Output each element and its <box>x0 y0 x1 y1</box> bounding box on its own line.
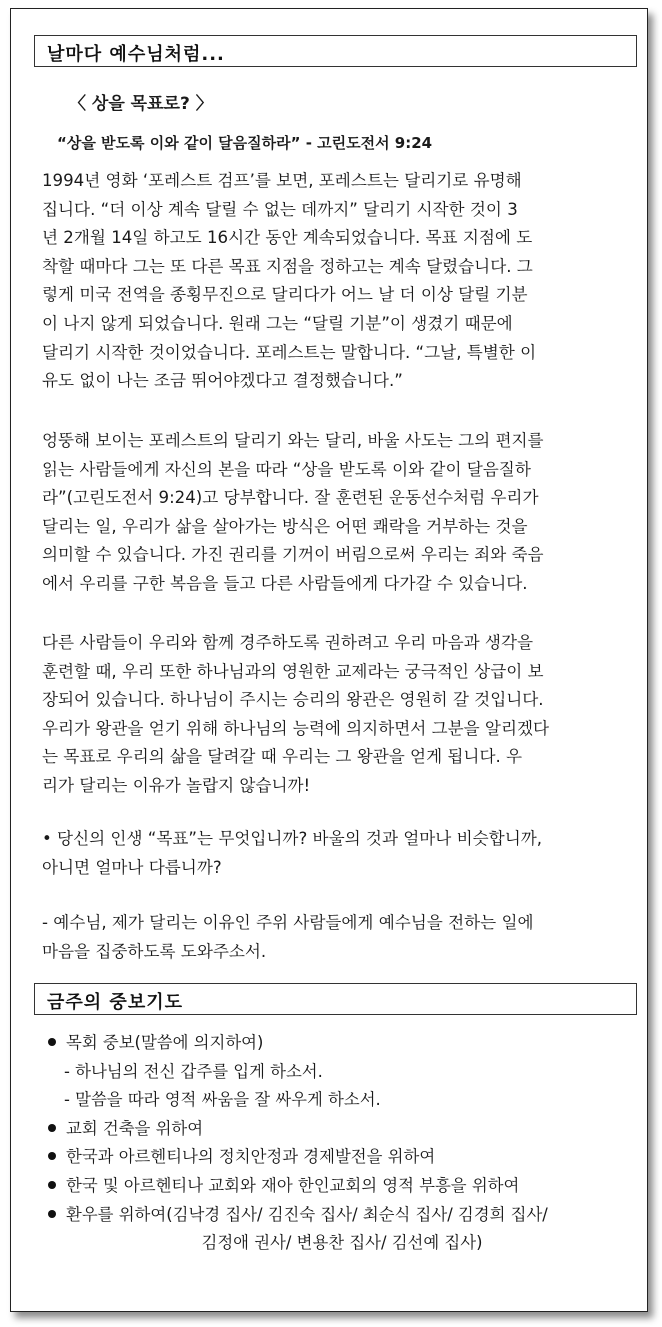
closing-prayer <box>42 909 632 966</box>
section-title: 날마다 예수님처럼... <box>47 44 225 65</box>
section-title: 금주의 중보기도 <box>47 992 183 1013</box>
text-line: - 예수님, 제가 달리는 이유인 주위 사람들에게 예수님을 전하는 일에 <box>42 913 534 932</box>
bulletin-page <box>10 8 648 1312</box>
text-line: 유도 없이 나는 조금 뛰어야겠다고 결정했습니다.” <box>42 371 403 391</box>
list-item: - 하나님의 전신 갑주를 입게 하소서. <box>64 1061 323 1081</box>
list-item-text: 목회 중보(말씀에 의지하여) <box>66 1033 264 1052</box>
text-line: 이 나지 않게 되었습니다. 원래 그는 “달릴 기분”이 생겼기 때문에 <box>42 313 513 333</box>
reflection-question <box>42 825 632 882</box>
text-line: 장되어 있습니다. 하나님이 주시는 승리의 왕관은 영원히 갈 것입니다. <box>42 690 544 710</box>
bullet-icon <box>48 1038 56 1046</box>
paragraph-paul <box>42 427 632 599</box>
bullet-icon <box>48 1210 56 1218</box>
paragraph-crown <box>42 629 632 801</box>
paragraph-forrest-gump <box>42 167 632 396</box>
text-line: • 당신의 인생 “목표”는 무엇입니까? 바울의 것과 얼마나 비슷합니까, <box>42 829 543 848</box>
list-item <box>42 1201 642 1230</box>
text-line: 우리가 왕관을 얻기 위해 하나님의 능력에 의지하면서 그분을 알리겠다 <box>42 718 550 738</box>
bullet-icon <box>48 1181 56 1189</box>
intercession-list <box>42 1029 642 1258</box>
list-item: - 말씀을 따라 영적 싸움을 잘 싸우게 하소서. <box>64 1090 381 1110</box>
text-line: 달리는 일, 우리가 삶을 살아가는 방식은 어떤 쾌락을 거부하는 것을 <box>42 516 528 536</box>
list-item: 김정애 권사/ 변용찬 집사/ 김선예 집사) <box>201 1233 483 1253</box>
text-line: 엉뚱해 보이는 포레스트의 달리기 와는 달리, 바울 사도는 그의 편지를 <box>42 431 544 450</box>
devotion-subtitle: 〈 상을 목표로? 〉 <box>69 94 213 114</box>
text-line: 다른 사람들이 우리와 함께 경주하도록 권하려고 우리 마음과 생각을 <box>42 633 534 652</box>
section-heading-daily <box>34 35 637 67</box>
list-item-text: 환우를 위하여(김낙경 집사/ 김진숙 집사/ 최순식 집사/ 김경희 집사/ <box>66 1204 548 1224</box>
section-heading-intercession <box>34 983 637 1015</box>
text-line: 에서 우리를 구한 복음을 들고 다른 사람들에게 다가갈 수 있습니다. <box>42 573 528 593</box>
text-line: 훈련할 때, 우리 또한 하나님과의 영원한 교제라는 궁극적인 상급이 보 <box>42 661 544 681</box>
text-line: 는 목표로 우리의 삶을 달려갈 때 우리는 그 왕관을 얻게 됩니다. 우 <box>42 747 523 767</box>
text-line: 리가 달리는 이유가 놀랍지 않습니까! <box>42 775 311 795</box>
text-line: 달리기 시작한 것이었습니다. 포레스트는 말합니다. “그날, 특별한 이 <box>42 342 537 362</box>
list-item <box>42 1172 642 1201</box>
list-item <box>42 1029 642 1058</box>
text-line: 1994년 영화 ‘포레스트 검프’를 보면, 포레스트는 달리기로 유명해 <box>42 171 522 190</box>
bullet-icon <box>48 1124 56 1132</box>
list-item-text: 한국 및 아르헨티나 교회와 재아 한인교회의 영적 부흥을 위하여 <box>66 1175 520 1195</box>
text-line: 아니면 얼마나 다릅니까? <box>42 857 222 877</box>
text-line: 의미할 수 있습니다. 가진 권리를 기꺼이 버림으로써 우리는 죄와 죽음 <box>42 545 544 565</box>
text-line: 렇게 미국 전역을 종횡무진으로 달리다가 어느 날 더 이상 달릴 기분 <box>42 285 528 305</box>
list-item <box>42 1115 642 1144</box>
list-item-text: 교회 건축을 위하여 <box>66 1118 204 1138</box>
list-item-text: 한국과 아르헨티나의 정치안정과 경제발전을 위하여 <box>66 1147 436 1167</box>
text-line: 집니다. “더 이상 계속 달릴 수 없는 데까지” 달리기 시작한 것이 3 <box>42 199 518 219</box>
scripture-verse: “상을 받도록 이와 같이 달음질하라” - 고린도전서 9:24 <box>57 134 433 152</box>
bullet-icon <box>48 1152 56 1160</box>
text-line: 읽는 사람들에게 자신의 본을 따라 “상을 받도록 이와 같이 달음질하 <box>42 459 531 479</box>
text-line: 라”(고린도전서 9:24)고 당부합니다. 잘 훈련된 운동선수처럼 우리가 <box>42 488 539 508</box>
list-item <box>42 1143 642 1172</box>
text-line: 착할 때마다 그는 또 다른 목표 지점을 정하고는 계속 달렸습니다. 그 <box>42 256 533 276</box>
text-line: 년 2개월 14일 하고도 16시간 동안 계속되었습니다. 목표 지점에 도 <box>42 228 533 248</box>
text-line: 마음을 집중하도록 도와주소서. <box>42 941 267 961</box>
